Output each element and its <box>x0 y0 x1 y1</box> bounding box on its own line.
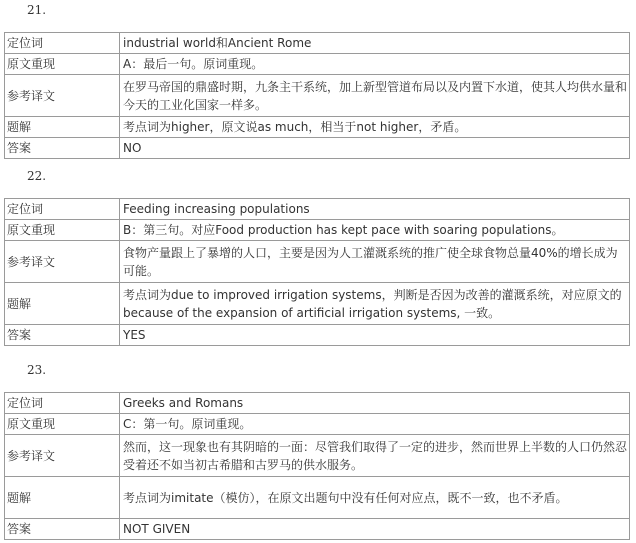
row-value: B：第三句。对应Food production has kept pace with soaring populations。 <box>120 220 630 241</box>
table-row <box>5 75 630 117</box>
row-value: NOT GIVEN <box>120 519 630 540</box>
row-label: 题解 <box>5 283 120 325</box>
row-label: 原文重现 <box>5 220 120 241</box>
table-row <box>5 414 630 435</box>
row-value: 考点词为imitate（模仿），在原文出题句中没有任何对应点，既不一致，也不矛盾。 <box>120 477 630 519</box>
row-label: 原文重现 <box>5 414 120 435</box>
question-number: 22. <box>27 169 47 183</box>
table-row <box>5 241 630 283</box>
answer-table <box>4 198 630 346</box>
row-label: 原文重现 <box>5 54 120 75</box>
table-row <box>5 325 630 346</box>
row-label: 定位词 <box>5 33 120 54</box>
row-label: 答案 <box>5 325 120 346</box>
answer-table <box>4 32 630 159</box>
table-row <box>5 519 630 540</box>
row-label: 参考译文 <box>5 75 120 117</box>
row-value: 考点词为higher，原文说as much，相当于not higher，矛盾。 <box>120 117 630 138</box>
table-row <box>5 199 630 220</box>
row-value: YES <box>120 325 630 346</box>
row-label: 定位词 <box>5 393 120 414</box>
question-number: 23. <box>27 363 47 377</box>
table-row <box>5 393 630 414</box>
table-row <box>5 33 630 54</box>
table-row <box>5 220 630 241</box>
row-label: 题解 <box>5 477 120 519</box>
table-row <box>5 477 630 519</box>
row-value: industrial world和Ancient Rome <box>120 33 630 54</box>
row-label: 参考译文 <box>5 241 120 283</box>
row-value: A：最后一句。原词重现。 <box>120 54 630 75</box>
row-value: NO <box>120 138 630 159</box>
table-row <box>5 283 630 325</box>
table-row <box>5 117 630 138</box>
row-value: Feeding increasing populations <box>120 199 630 220</box>
table-row <box>5 138 630 159</box>
row-label: 答案 <box>5 519 120 540</box>
row-value: 考点词为due to improved irrigation systems，判断是否因为改善的灌溉系统，对应原文的because of the expansion of artificial irrigation systems, 一致。 <box>120 283 630 325</box>
row-value: C：第一句。原词重现。 <box>120 414 630 435</box>
row-value: 食物产量跟上了暴增的人口，主要是因为人工灌溉系统的推广使全球食物总量40%的增长成为可能。 <box>120 241 630 283</box>
row-label: 答案 <box>5 138 120 159</box>
row-value: Greeks and Romans <box>120 393 630 414</box>
question-number: 21. <box>27 3 47 17</box>
row-label: 定位词 <box>5 199 120 220</box>
row-value: 然而，这一现象也有其阴暗的一面：尽管我们取得了一定的进步，然而世界上半数的人口仍然忍受着还不如当初古希腊和古罗马的供水服务。 <box>120 435 630 477</box>
row-label: 参考译文 <box>5 435 120 477</box>
row-label: 题解 <box>5 117 120 138</box>
table-row <box>5 435 630 477</box>
table-row <box>5 54 630 75</box>
answer-table <box>4 392 630 540</box>
row-value: 在罗马帝国的鼎盛时期，九条主干系统，加上新型管道布局以及内置下水道，使其人均供水量和今天的工业化国家一样多。 <box>120 75 630 117</box>
